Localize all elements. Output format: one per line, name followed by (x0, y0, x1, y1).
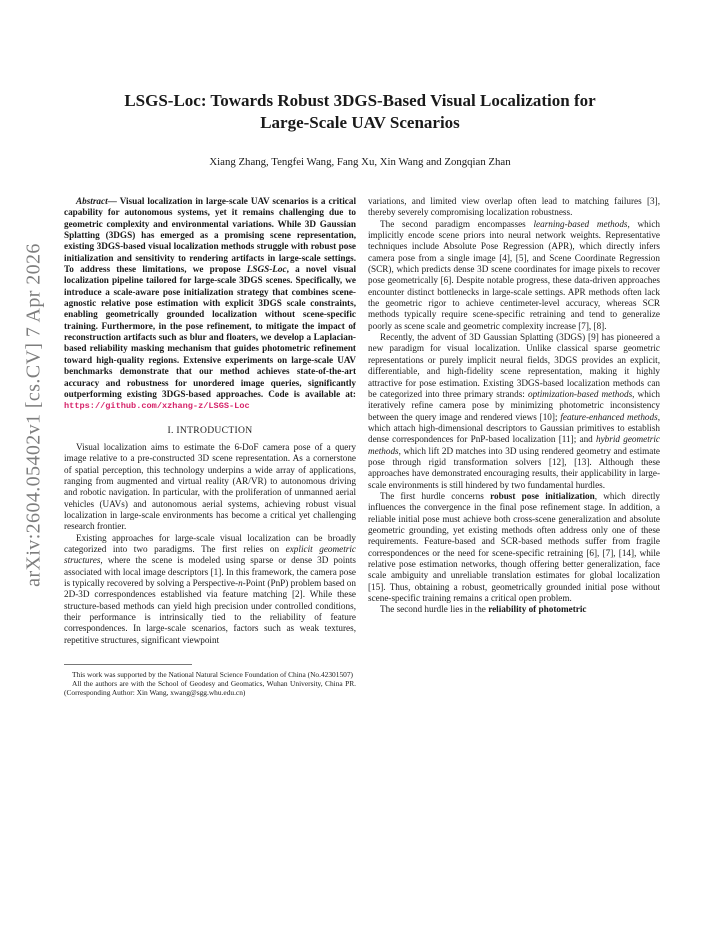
paper-title (60, 90, 660, 134)
right-paragraph-2: The second paradigm encompasses learning-based methods, which implicitly encode scene priors into neural network weights. Representative techniques include Absolute Pose Regression (APR), which directly infers camera pose from a single image [4], [5], and Scene Coordinate Regression (SCR), which predicts dense 3D scene coordinates for image pixels to recover pose geometrically [6]. Despite notable progress, these data-driven approaches encounter distinct bottlenecks in large-scale settings. APR methods often lack the geometric rigor to achieve centimeter-level accuracy, whereas SCR methods typically require scene-specific retraining and tend to generalize poorly as scene scale and geometric complexity increase [7], [8]. (368, 218, 661, 331)
footnotes (64, 664, 356, 698)
intro-paragraph-2: Existing approaches for large-scale visual localization can be broadly categorized into two paradigms. The first relies on explicit geometric structures, where the scene is modeled using sparse or dense 3D points associated with local image descriptors [1]. In this framework, the camera pose is typically recovered by solving a Perspective-n-Point (PnP) problem based on 2D-3D correspondences established via feature matching [2]. While these structure-based methods can yield high precision under controlled conditions, their performance is intrinsically tied to the reliability of feature correspondences. In large-scale scenarios, factors such as weak textures, repetitive structures, significant viewpoint (64, 532, 356, 645)
author-list: Xiang Zhang, Tengfei Wang, Fang Xu, Xin Wang and Zongqian Zhan (209, 156, 511, 168)
footnote-funding: This work was supported by the National Natural Science Foundation of China (No.42301507) (72, 670, 353, 680)
intro-paragraph-1: Visual localization aims to estimate the 6-DoF camera pose of a query image relative to a pre-constructed 3D scene representation. As a cornerstone of spatial perception, this technology underpins a wide array of applications, ranging from augmented and virtual reality (AR/VR) to autonomous driving and robotic navigation. In particular, with the proliferation of unmanned aerial vehicles (UAVs) and autonomous aerial systems, achieving robust visual localization in large-scale environments has become a critical yet challenging research frontier. (64, 441, 356, 532)
right-paragraph-3: Recently, the advent of 3D Gaussian Splatting (3DGS) [9] has pioneered a new paradigm for visual localization. Unlike classical sparse geometric representations or purely implicit neural fields, 3DGS provides an explicit, differentiable, and high-fidelity scene representation, making it highly attractive for pose estimation. Existing 3DGS-based localization methods can be categorized into three primary strands: optimization-based methods, which iteratively refine camera pose by minimizing photometric inconsistency between the query image and rendered views [10]; feature-enhanced methods, which attach high-dimensional descriptors to Gaussian primitives to establish dense correspondences for PnP-based localization [11]; and hybrid geometric methods, which lift 2D matches into 3D using rendered geometry and estimate pose through rigid transformation solvers [12], [13]. Although these approaches have demonstrated encouraging results, their applicability in large-scale environments is still hindered by two fundamental hurdles. (368, 332, 661, 490)
abstract: Abstract— Visual localization in large-scale UAV scenarios is a critical capability for autonomous systems, yet it remains challenging due to geometric complexity and environmental variations. While 3D Gaussian Splatting (3DGS) has emerged as a promising scene representation, existing 3DGS-based visual localization methods struggle with robust pose initialization and sensitivity to rendering artifacts in large-scale settings. To address these limitations, we propose LSGS-Loc, a novel visual localization pipeline tailored for large-scale 3DGS scenes. Specifically, we introduce a scale-aware pose initialization strategy that combines scene-agnostic relative pose estimation with explicit 3DGS scale constraints, enabling geometrically grounded localization without scene-specific training. Furthermore, in the pose refinement, to mitigate the impact of reconstruction artifacts such as blur and floaters, we develop a Laplacian-based reliability masking mechanism that guides photometric refinement toward high-quality regions. Extensive experiments on large-scale UAV benchmarks demonstrate that our method achieves state-of-the-art accuracy and robustness for unordered image queries, significantly outperforming existing 3DGS-based approaches. Code is available at: https://github.com/xzhang-z/LSGS-Loc (64, 196, 356, 412)
title-line-2: Large-Scale UAV Scenarios (260, 113, 460, 132)
abstract-text: Visual localization in large-scale UAV scenarios is a critical capability for autonomous systems, yet it remains challenging due to geometric complexity and environmental variations. While 3D Gaussian Splatting (3DGS) has emerged as a promising scene representation, existing 3DGS-based visual localization methods struggle with robust pose initialization and sensitivity to rendering artifacts in large-scale settings. To address these limitations, we propose (64, 196, 356, 275)
right-paragraph-4: The first hurdle concerns robust pose initialization, which directly influences the convergence in the final pose refinement stage. In addition, a reliable initial pose must achieve both cross-scene generalization and absolute geometric grounding, yet existing methods often address only one of these requirements. Feature-based and SCR-based methods suffer from fragile correspondences or the need for scene-specific retraining [6], [7], [14], while relative pose estimation networks, though offering better generalization, face scale ambiguity and unreliable translation estimates for global localization [15]. Thus, obtaining a robust, geometrically grounded initial pose without scene-specific training remains a critical open problem. (368, 490, 660, 604)
title-line-1: LSGS-Loc: Towards Robust 3DGS-Based Visual Localization for (124, 91, 596, 110)
left-column (64, 196, 356, 697)
section-heading: I. INTRODUCTION (167, 424, 253, 436)
right-paragraph-5: The second hurdle lies in the reliability of photometric (380, 604, 587, 615)
abstract-label: Abstract (76, 196, 108, 206)
footnote-affiliation: All the authors are with the School of Geodesy and Geomatics, Wuhan University, China PR. (Corresponding Author: Xin Wang, xwang@sgg.whu.edu.cn) (64, 679, 356, 698)
code-link[interactable]: https://github.com/xzhang-z/LSGS-Loc (64, 401, 250, 412)
arxiv-identifier: arXiv:2604.05402v1 [cs.CV] 7 Apr 2026 (22, 243, 45, 587)
right-column (368, 196, 660, 616)
arxiv-side-label (14, 0, 54, 932)
right-paragraph-1: variations, and limited view overlap often lead to matching failures [3], thereby severely compromising localization robustness. (368, 196, 660, 218)
method-name: LSGS-Loc (246, 264, 287, 275)
